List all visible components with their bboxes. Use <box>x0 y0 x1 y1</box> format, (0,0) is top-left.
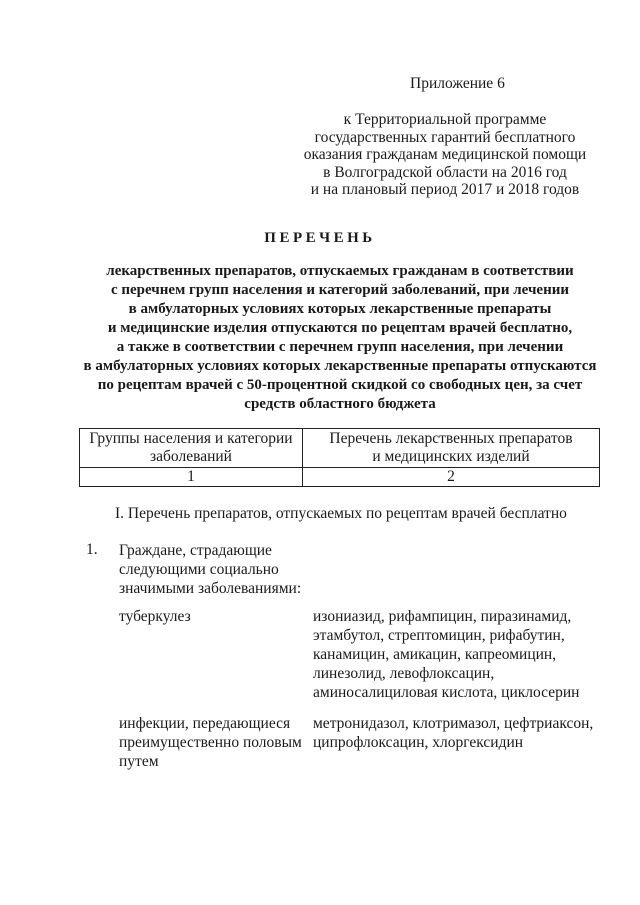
appendix-title: Приложение 6 <box>410 75 505 92</box>
table-header-line: и медицинских изделий <box>372 448 530 465</box>
disease-line: преимущественно половым <box>119 734 302 751</box>
appendix-block <box>300 74 590 199</box>
disease-line: инфекции, передающиеся <box>119 715 291 732</box>
drug-line: этамбутол, стрептомицин, рифабутин, <box>313 627 565 644</box>
subtitle-line: а также в соответствии с перечнем групп населения, при лечении <box>116 339 564 355</box>
subtitle-line: лекарственных препаратов, отпускаемых гражданам в соответствии <box>106 263 574 279</box>
table-header-row <box>80 429 600 468</box>
subtitle-line: с перечнем групп населения и категорий заболеваний, при лечении <box>110 282 570 298</box>
drug-line: изониазид, рифампицин, пиразинамид, <box>313 608 572 625</box>
drug-list <box>313 714 603 752</box>
subtitle-line: в амбулаторных условиях которых лекарственные препараты отпускаются <box>83 358 597 374</box>
drug-line: канамицин, амикацин, капреомицин, <box>313 646 557 663</box>
table-header-drugs <box>303 429 600 468</box>
table-number-row <box>80 468 600 487</box>
drug-line: метронидазол, клотримазол, цефтриаксон, <box>313 715 594 732</box>
appendix-line: в Волгоградской области на 2016 год <box>323 163 567 181</box>
drug-list <box>313 607 603 702</box>
document-subtitle <box>60 262 620 414</box>
section-title: I. Перечень препаратов, отпускаемых по рецептам врачей бесплатно <box>115 505 567 522</box>
disease-line: туберкулез <box>119 608 191 625</box>
subtitle-line: и медицинские изделия отпускаются по рецептам врачей бесплатно, <box>107 320 573 336</box>
table-col-number: 2 <box>303 468 600 487</box>
disease-name <box>119 607 309 626</box>
subtitle-line: средств областного бюджета <box>244 396 436 412</box>
item-text-line: значимыми заболеваниями: <box>119 580 302 597</box>
appendix-line: к Территориальной программе <box>343 111 547 128</box>
table-col-number: 1 <box>80 468 303 487</box>
disease-line: путем <box>119 753 159 770</box>
table-header-line: Перечень лекарственных препаратов <box>329 430 573 447</box>
header-table <box>79 428 600 487</box>
subtitle-line: в амбулаторных условиях которых лекарственные препараты <box>128 301 552 317</box>
item-number: 1. <box>86 541 98 558</box>
drug-line: аминосалициловая кислота, циклосерин <box>313 684 580 701</box>
table-header-line: Группы населения и категории <box>89 430 293 447</box>
disease-name <box>119 714 309 771</box>
document-heading: ПЕРЕЧЕНЬ <box>264 230 376 246</box>
drug-line: линезолид, левофлоксацин, <box>313 665 495 682</box>
item-text-line: Граждане, страдающие <box>119 542 272 559</box>
item-text <box>119 541 319 598</box>
table-header-groups <box>80 429 303 468</box>
appendix-line: государственных гарантий бесплатного <box>314 128 576 146</box>
subtitle-line: по рецептам врачей с 50-процентной скидкой со свободных цен, за счет <box>97 377 583 393</box>
drug-line: ципрофлоксацин, хлоргексидин <box>313 734 524 751</box>
table-header-line: заболеваний <box>150 448 232 465</box>
item-text-line: следующими социально <box>119 561 279 578</box>
appendix-line: и на плановый период 2017 и 2018 годов <box>310 181 580 198</box>
appendix-line: оказания гражданам медицинской помощи <box>303 146 587 163</box>
